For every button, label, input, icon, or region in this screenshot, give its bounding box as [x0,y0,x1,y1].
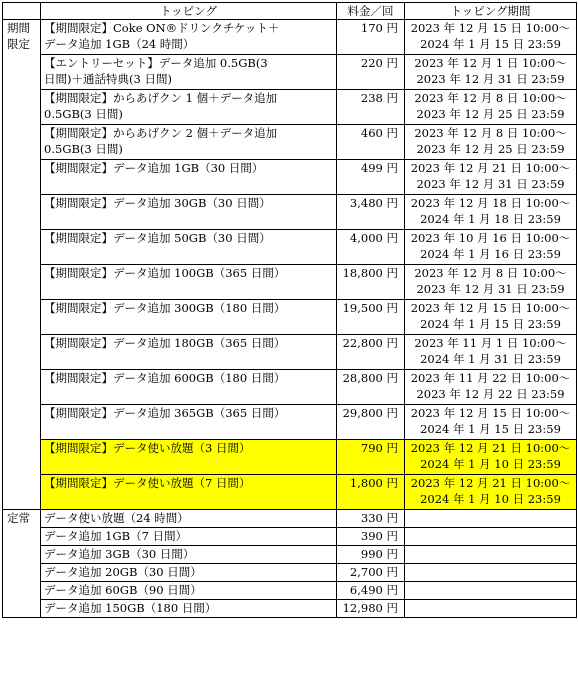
table-row [3,300,577,335]
header-topping: トッピング [41,3,337,20]
topping-name: 【期間限定】データ追加 50GB（30 日間） [41,230,337,265]
topping-name: 【期間限定】データ使い放題（7 日間） [41,475,337,510]
topping-price: 19,500 円 [337,300,405,335]
table-row [3,600,577,618]
table-row [3,582,577,600]
table-row [3,475,577,510]
topping-name: データ追加 60GB（90 日間） [41,582,337,600]
table-row [3,265,577,300]
table-row [3,564,577,582]
table-row [3,335,577,370]
table-row [3,440,577,475]
topping-name: 【期間限定】からあげクン 2 個＋データ追加 0.5GB(3 日間) [41,125,337,160]
topping-price: 499 円 [337,160,405,195]
topping-name: 【期間限定】データ使い放題（3 日間） [41,440,337,475]
topping-name: データ使い放題（24 時間） [41,510,337,528]
topping-price: 18,800 円 [337,265,405,300]
topping-period: 2023 年 12 月 15 日 10:00～ 2024 年 1 月 15 日 23:59 [405,405,577,440]
topping-pricing-table [2,2,577,618]
table-row [3,370,577,405]
topping-period [405,582,577,600]
topping-name: 【期間限定】データ追加 100GB（365 日間） [41,265,337,300]
table-row [3,230,577,265]
topping-period: 2023 年 10 月 16 日 10:00～ 2024 年 1 月 16 日 23:59 [405,230,577,265]
topping-name: 【期間限定】データ追加 365GB（365 日間） [41,405,337,440]
topping-period [405,510,577,528]
topping-period [405,564,577,582]
table-row [3,125,577,160]
topping-name: 【期間限定】からあげクン 1 個＋データ追加 0.5GB(3 日間) [41,90,337,125]
table-row [3,528,577,546]
topping-name: 【期間限定】データ追加 180GB（365 日間） [41,335,337,370]
topping-name: データ追加 3GB（30 日間） [41,546,337,564]
topping-name: 【期間限定】データ追加 30GB（30 日間） [41,195,337,230]
header-period: トッピング期間 [405,3,577,20]
topping-period: 2023 年 11 月 1 日 10:00～ 2024 年 1 月 31 日 23:59 [405,335,577,370]
topping-period: 2023 年 12 月 21 日 10:00～ 2024 年 1 月 10 日 23:59 [405,440,577,475]
table-row [3,160,577,195]
header-category [3,3,41,20]
topping-price: 1,800 円 [337,475,405,510]
topping-name: 【期間限定】データ追加 300GB（180 日間） [41,300,337,335]
topping-period: 2023 年 12 月 21 日 10:00～ 2023 年 12 月 31 日 23:59 [405,160,577,195]
table-row [3,546,577,564]
table-row [3,510,577,528]
topping-price: 29,800 円 [337,405,405,440]
topping-price: 238 円 [337,90,405,125]
topping-name: 【期間限定】データ追加 600GB（180 日間） [41,370,337,405]
table-row [3,55,577,90]
topping-price: 2,700 円 [337,564,405,582]
topping-price: 220 円 [337,55,405,90]
topping-period: 2023 年 12 月 8 日 10:00～ 2023 年 12 月 31 日 23:59 [405,265,577,300]
table-body [3,20,577,618]
table-row [3,195,577,230]
topping-name: 【期間限定】データ追加 1GB（30 日間） [41,160,337,195]
topping-period: 2023 年 12 月 18 日 10:00～ 2024 年 1 月 18 日 23:59 [405,195,577,230]
header-row [3,3,577,20]
topping-price: 460 円 [337,125,405,160]
topping-price: 790 円 [337,440,405,475]
table-row [3,405,577,440]
topping-period [405,546,577,564]
topping-price: 390 円 [337,528,405,546]
topping-name: データ追加 20GB（30 日間） [41,564,337,582]
category-regular: 定常 [3,510,41,618]
topping-period: 2023 年 12 月 8 日 10:00～ 2023 年 12 月 25 日 23:59 [405,90,577,125]
header-price: 料金／回 [337,3,405,20]
topping-price: 330 円 [337,510,405,528]
topping-name: 【期間限定】Coke ON®ドリンクチケット＋ データ追加 1GB（24 時間） [41,20,337,55]
topping-price: 6,490 円 [337,582,405,600]
topping-name: 【エントリーセット】データ追加 0.5GB(3 日間)＋通話特典(3 日間) [41,55,337,90]
topping-period [405,600,577,618]
topping-price: 12,980 円 [337,600,405,618]
topping-price: 4,000 円 [337,230,405,265]
topping-period: 2023 年 12 月 1 日 10:00～ 2023 年 12 月 31 日 23:59 [405,55,577,90]
topping-name: データ追加 150GB（180 日間） [41,600,337,618]
topping-period: 2023 年 12 月 15 日 10:00～ 2024 年 1 月 15 日 23:59 [405,300,577,335]
table-row [3,20,577,55]
topping-price: 3,480 円 [337,195,405,230]
pricing-table-wrapper [2,2,577,618]
topping-name: データ追加 1GB（7 日間） [41,528,337,546]
topping-price: 990 円 [337,546,405,564]
topping-price: 170 円 [337,20,405,55]
topping-price: 22,800 円 [337,335,405,370]
topping-period [405,528,577,546]
topping-price: 28,800 円 [337,370,405,405]
topping-period: 2023 年 11 月 22 日 10:00～ 2023 年 12 月 22 日 23:59 [405,370,577,405]
topping-period: 2023 年 12 月 15 日 10:00～ 2024 年 1 月 15 日 23:59 [405,20,577,55]
topping-period: 2023 年 12 月 21 日 10:00～ 2024 年 1 月 10 日 23:59 [405,475,577,510]
table-row [3,90,577,125]
topping-period: 2023 年 12 月 8 日 10:00～ 2023 年 12 月 25 日 23:59 [405,125,577,160]
category-limited: 期間 限定 [3,20,41,510]
